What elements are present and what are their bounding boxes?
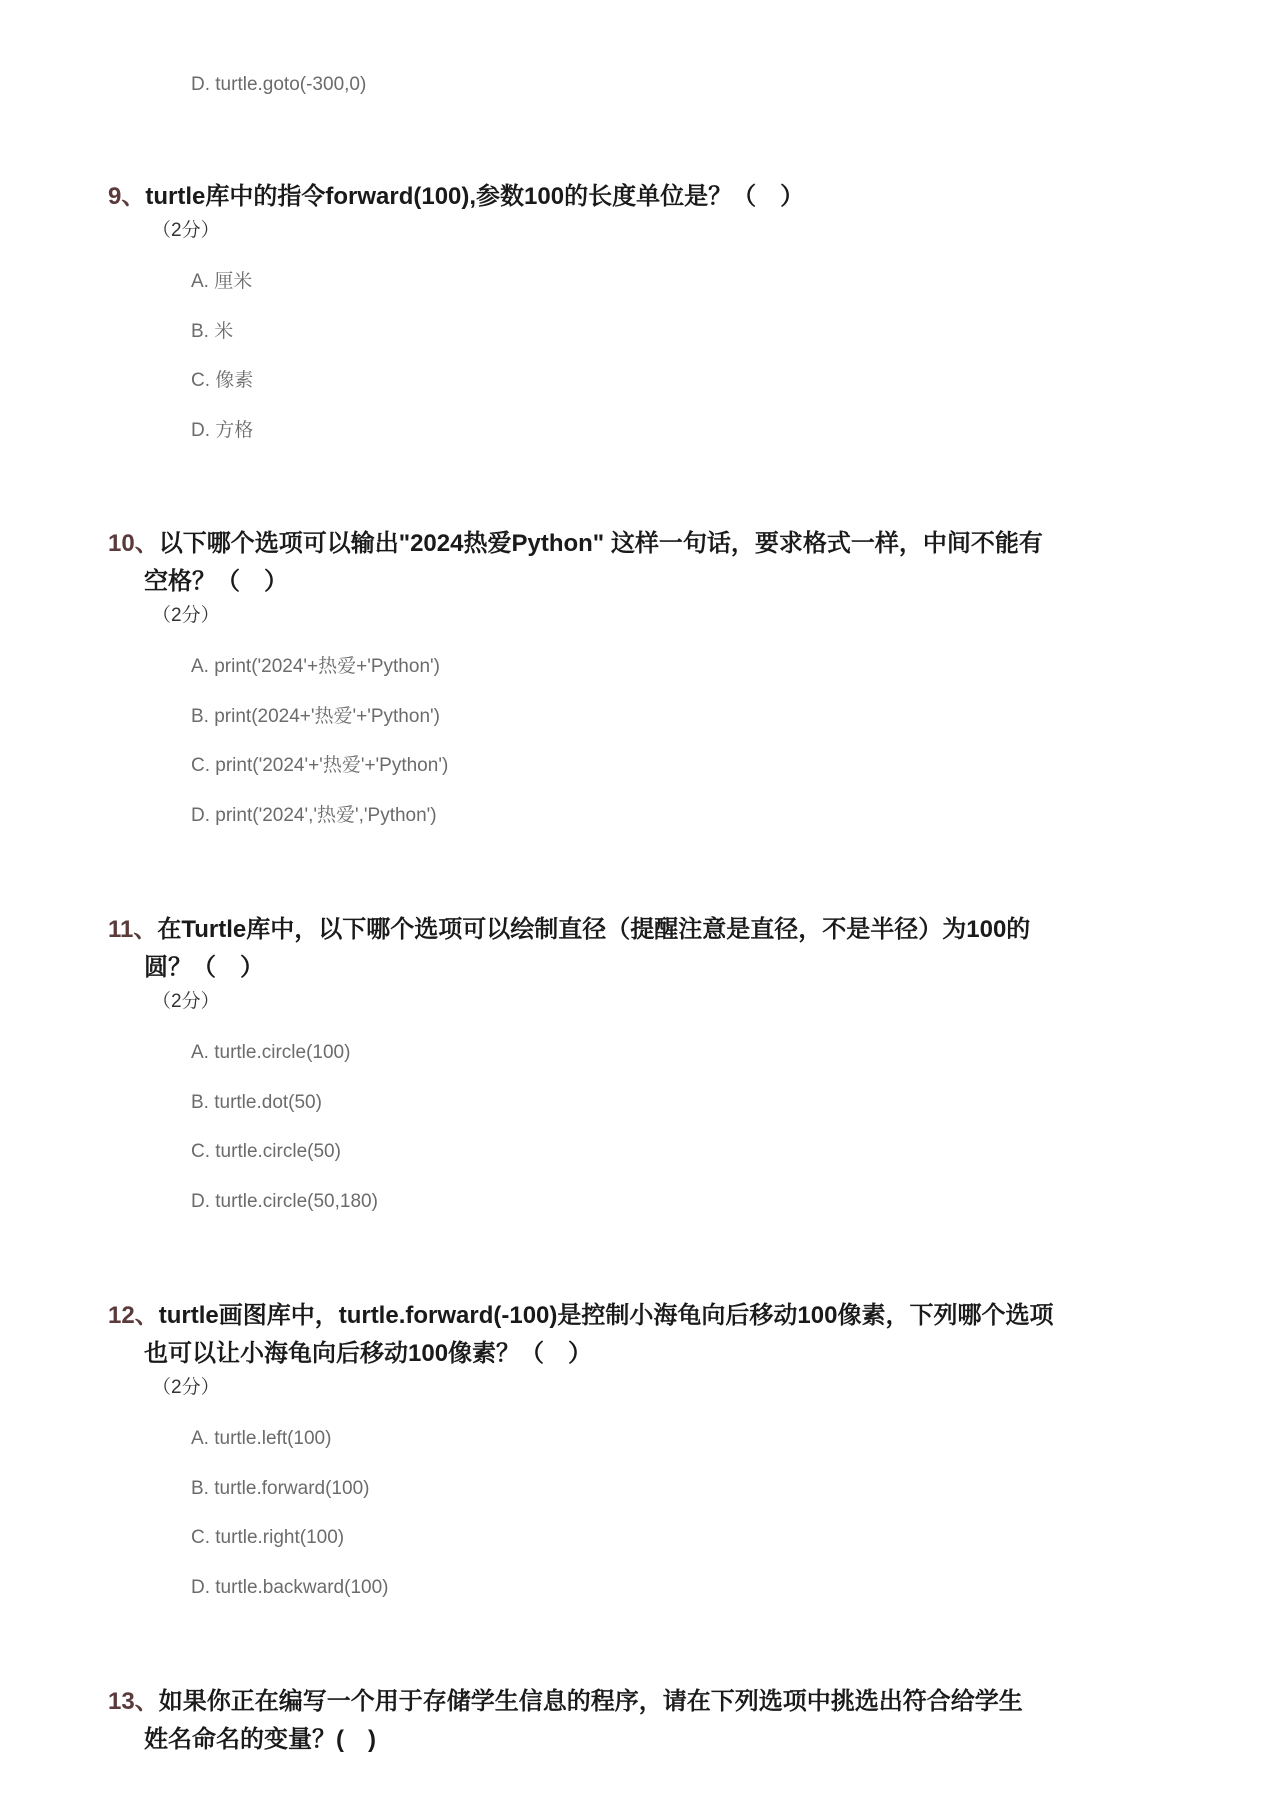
question-12 [108,1297,1168,1623]
option-a[interactable]: A. print('2024'+热爱+'Python') [191,656,440,677]
question-stem [108,1683,1168,1721]
question-text: 以下哪个选项可以输出"2024热爱Python" 这样一句话，要求格式一样，中间不能有 [158,530,1043,557]
question-stem [108,1297,1168,1335]
question-number: 13、 [108,1688,159,1715]
option-list [108,268,1168,466]
question-10 [108,525,1168,851]
option-a[interactable]: A. turtle.left(100) [191,1428,332,1449]
option-b[interactable]: B. turtle.forward(100) [191,1477,370,1499]
option-list [108,653,1168,851]
question-number: 12、 [108,1302,159,1329]
question-text-continued: 也可以让小海龟向后移动100像素？（ ） [144,1340,593,1367]
question-number: 11、 [108,916,158,943]
question-stem [108,525,1168,563]
option-b[interactable]: B. print(2024+'热爱'+'Python') [191,705,440,727]
option-d[interactable]: D. turtle.circle(50,180) [191,1190,378,1212]
option-c[interactable]: C. print('2024'+'热爱'+'Python') [191,755,449,776]
option-a[interactable]: A. 厘米 [191,271,253,292]
question-score: （2分） [152,605,220,626]
option-d[interactable]: D. 方格 [191,419,254,441]
question-score: （2分） [152,1377,220,1398]
option-d[interactable]: D. print('2024','热爱','Python') [191,804,437,826]
question-text-continued: 空格？（ ） [144,568,288,595]
question-number: 9、 [108,183,146,210]
question-score: （2分） [152,220,220,241]
question-text-continued: 姓名命名的变量？( ) [144,1726,376,1753]
option-b[interactable]: B. turtle.dot(50) [191,1091,322,1113]
question-number: 10、 [108,530,159,557]
question-text: 如果你正在编写一个用于存储学生信息的程序，请在下列选项中挑选出符合给学生 [158,1688,1023,1715]
question-text: turtle画图库中，turtle.forward(-100)是控制小海龟向后移动100像素，下列哪个选项 [158,1302,1054,1329]
question-9 [108,178,1168,466]
option-b[interactable]: B. 米 [191,320,234,342]
option-list [108,1425,1168,1623]
question-text: turtle库中的指令forward(100),参数100的长度单位是？（ ） [145,183,805,210]
option-c[interactable]: C. turtle.right(100) [191,1527,345,1548]
option-a[interactable]: A. turtle.circle(100) [191,1042,351,1063]
question-text-continued: 圆？（ ） [144,954,264,981]
question-11 [108,911,1168,1237]
option-d[interactable]: D. turtle.backward(100) [191,1576,389,1598]
option-list [108,1039,1168,1237]
option-item: D. turtle.goto(-300,0) [191,74,367,95]
question-stem [108,911,1168,949]
question-score: （2分） [152,991,220,1012]
option-c[interactable]: C. turtle.circle(50) [191,1141,341,1162]
option-c[interactable]: C. 像素 [191,370,254,391]
question-text: 在Turtle库中，以下哪个选项可以绘制直径（提醒注意是直径，不是半径）为100的 [157,916,1031,943]
question-13 [108,1683,1168,1759]
question-stem [108,178,1168,216]
